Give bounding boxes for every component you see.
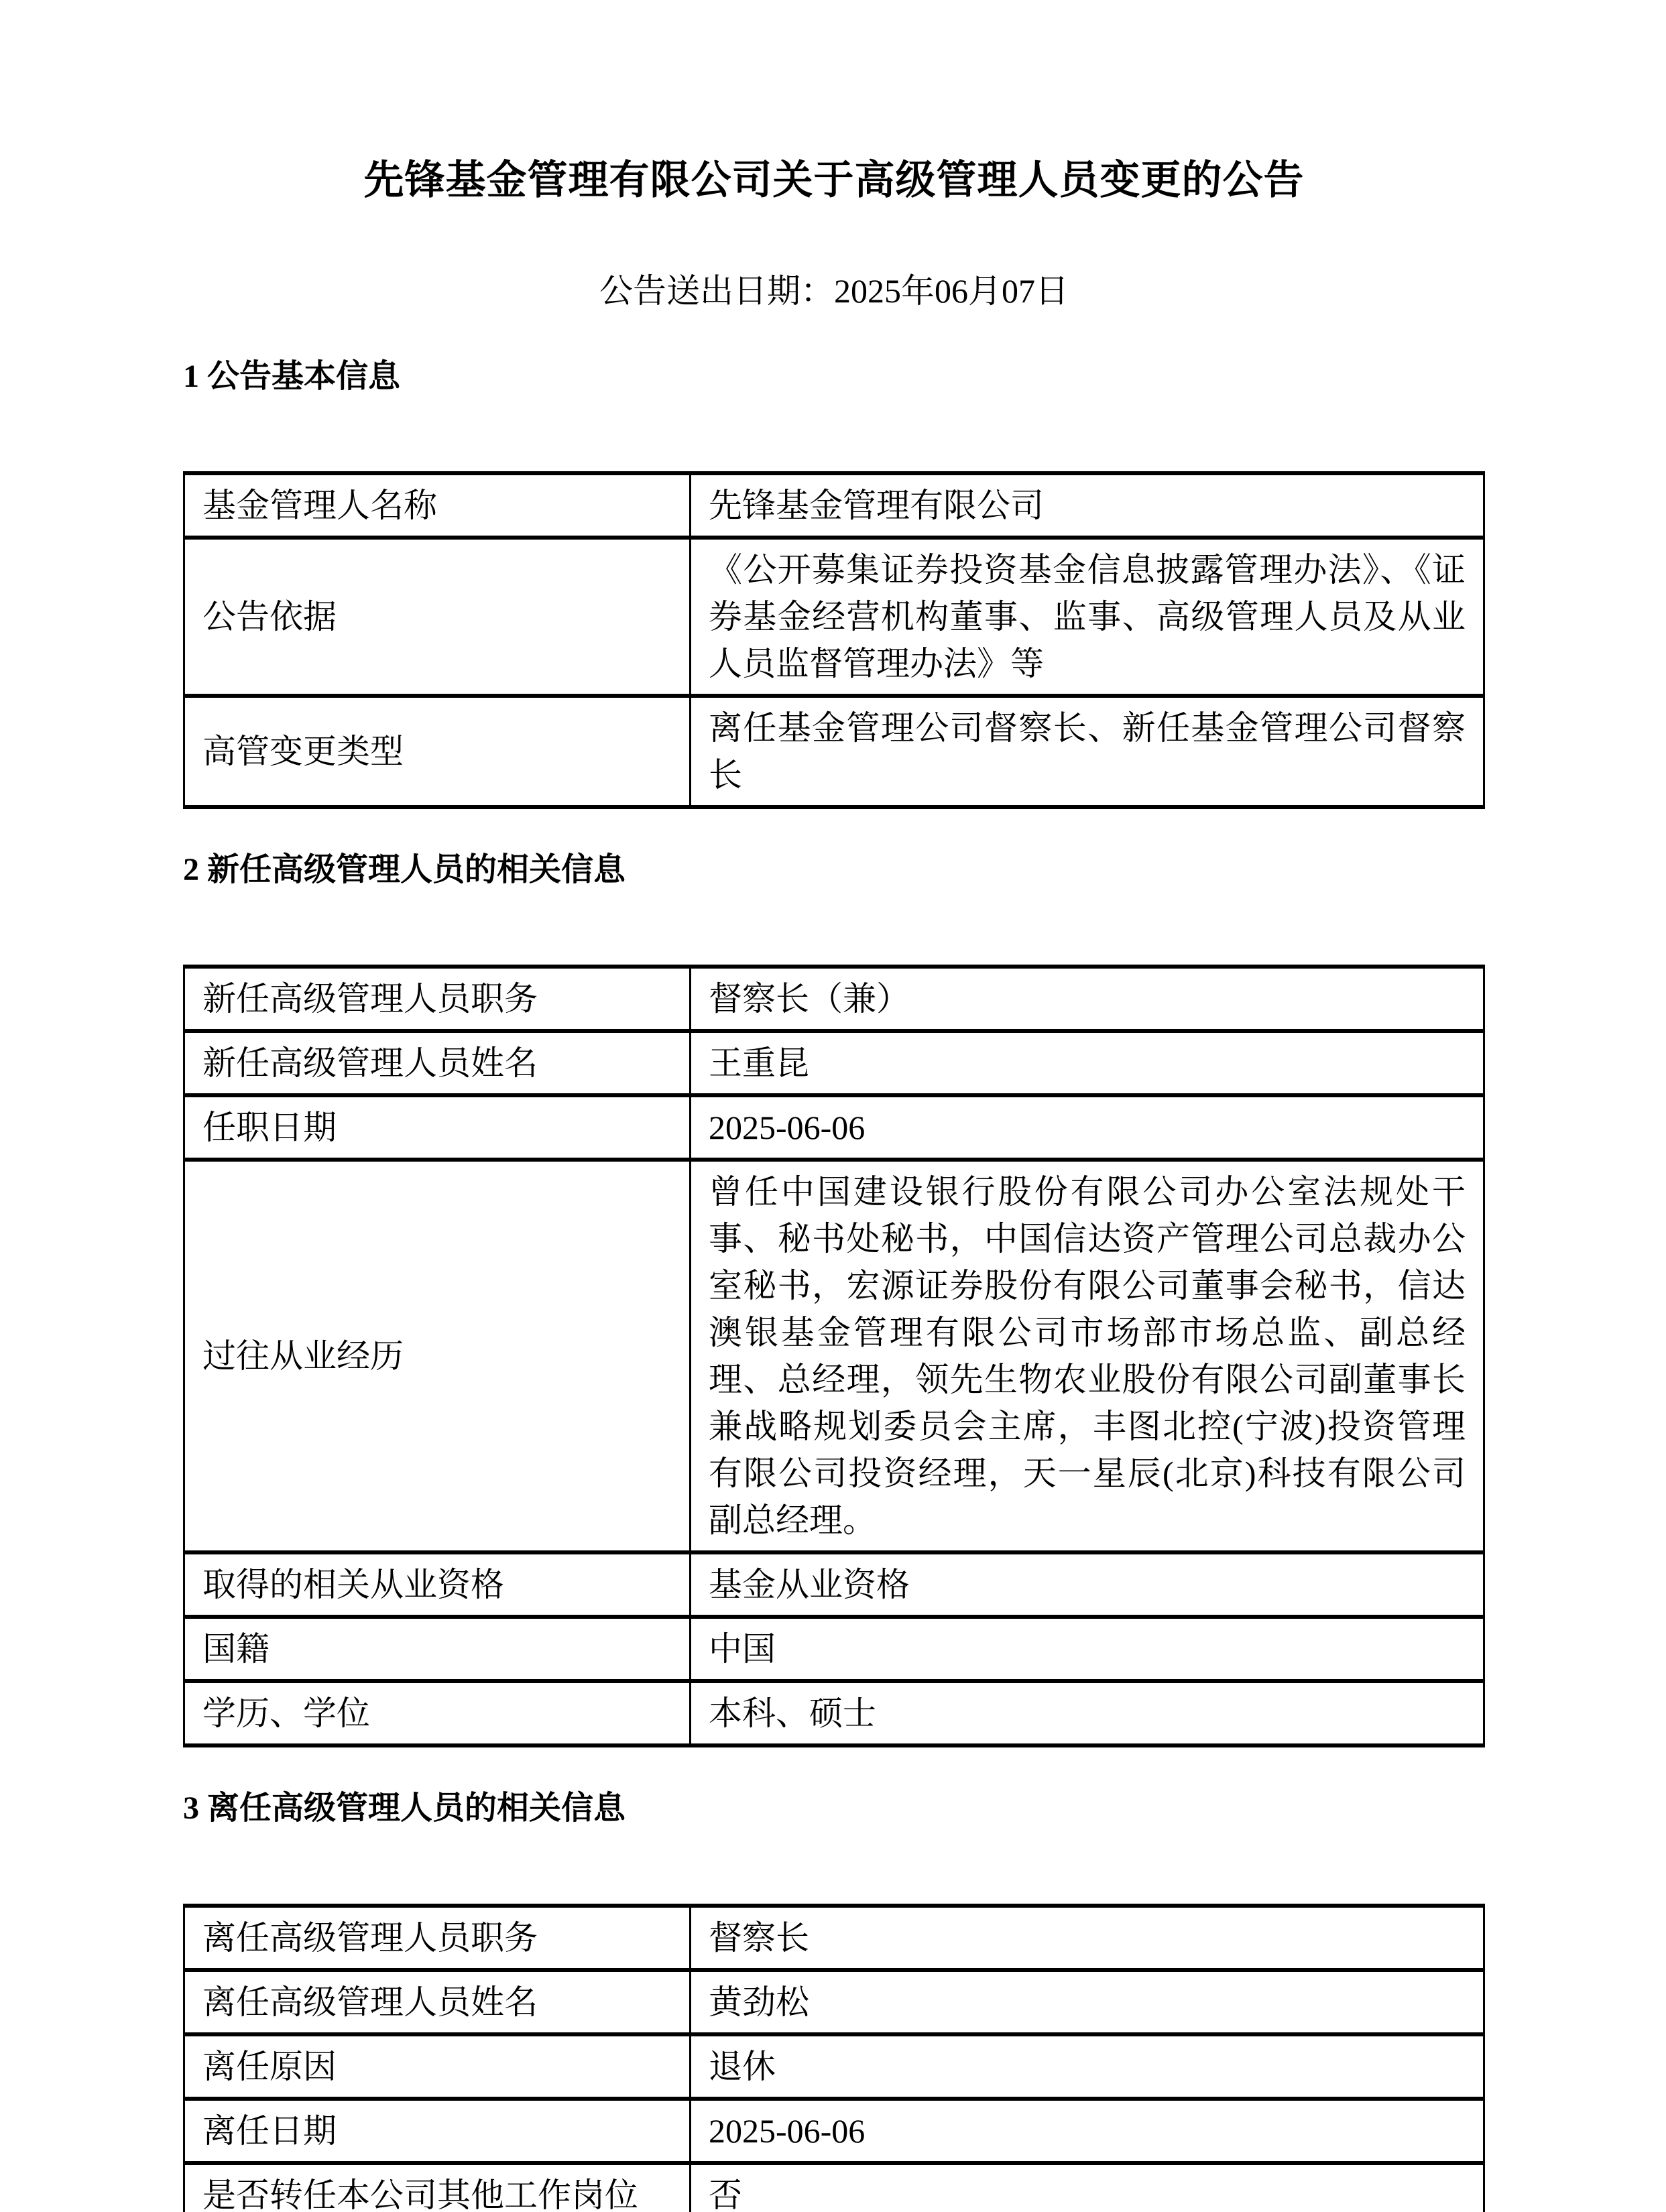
table-row [184, 2034, 1484, 2099]
table-row [184, 1095, 1484, 1160]
table-row [184, 538, 1484, 696]
row-label-new-name: 新任高级管理人员姓名 [184, 1031, 691, 1095]
row-value-work-experience: 曾任中国建设银行股份有限公司办公室法规处干事、秘书处秘书，中国信达资产管理公司总裁办公室秘书，宏源证券股份有限公司董事会秘书，信达澳银基金管理有限公司市场部市场总监、副总经理、总经理，领先生物农业股份有限公司副董事长兼战略规划委员会主席，丰图北控(宁波)投资管理有限公司投资经理，天一星辰(北京)科技有限公司副总经理。 [691, 1160, 1484, 1552]
section-heading-new-appointee: 2 新任高级管理人员的相关信息 [183, 851, 626, 887]
row-label-nationality: 国籍 [184, 1617, 691, 1681]
row-value-fund-manager-name: 先锋基金管理有限公司 [691, 473, 1484, 538]
table-row [184, 1617, 1484, 1681]
section-heading-departing-officer: 3 离任高级管理人员的相关信息 [183, 1790, 626, 1827]
table-row [184, 967, 1484, 1031]
row-value-new-position: 督察长（兼） [691, 967, 1484, 1031]
row-label-qualification: 取得的相关从业资格 [184, 1552, 691, 1617]
table-row [184, 1906, 1484, 1970]
row-value-change-type: 离任基金管理公司督察长、新任基金管理公司督察长 [691, 696, 1484, 807]
table-row [184, 1681, 1484, 1745]
table-row [184, 2163, 1484, 2212]
basic-info-table [183, 471, 1485, 809]
row-value-appointment-date: 2025-06-06 [691, 1095, 1484, 1160]
row-value-nationality: 中国 [691, 1617, 1484, 1681]
row-value-departing-name: 黄劲松 [691, 1970, 1484, 2034]
table-row [184, 1552, 1484, 1617]
row-label-departing-name: 离任高级管理人员姓名 [184, 1970, 691, 2034]
table-row [184, 2099, 1484, 2163]
row-label-departure-reason: 离任原因 [184, 2034, 691, 2099]
row-value-education: 本科、硕士 [691, 1681, 1484, 1745]
new-appointee-table [183, 965, 1485, 1747]
row-value-departure-date: 2025-06-06 [691, 2099, 1484, 2163]
row-value-announcement-basis: 《公开募集证券投资基金信息披露管理办法》、《证券基金经营机构董事、监事、高级管理人员及从业人员监督管理办法》等 [691, 538, 1484, 696]
table-row [184, 1031, 1484, 1095]
page-title: 先锋基金管理有限公司关于高级管理人员变更的公告 [363, 158, 1305, 202]
row-label-fund-manager-name: 基金管理人名称 [184, 473, 691, 538]
row-label-change-type: 高管变更类型 [184, 696, 691, 807]
section-heading-basic-info: 1 公告基本信息 [183, 358, 401, 394]
row-value-qualification: 基金从业资格 [691, 1552, 1484, 1617]
row-value-departing-position: 督察长 [691, 1906, 1484, 1970]
departing-officer-table [183, 1904, 1485, 2212]
row-label-appointment-date: 任职日期 [184, 1095, 691, 1160]
table-row [184, 696, 1484, 807]
announcement-date: 公告送出日期：2025年06月07日 [599, 272, 1069, 310]
row-label-education: 学历、学位 [184, 1681, 691, 1745]
row-label-work-experience: 过往从业经历 [184, 1160, 691, 1552]
row-value-new-name: 王重昆 [691, 1031, 1484, 1095]
row-label-new-position: 新任高级管理人员职务 [184, 967, 691, 1031]
row-value-transfer-other-post: 否 [691, 2163, 1484, 2212]
row-label-announcement-basis: 公告依据 [184, 538, 691, 696]
row-label-departure-date: 离任日期 [184, 2099, 691, 2163]
table-row [184, 1160, 1484, 1552]
row-label-departing-position: 离任高级管理人员职务 [184, 1906, 691, 1970]
table-row [184, 1970, 1484, 2034]
row-value-departure-reason: 退休 [691, 2034, 1484, 2099]
row-label-transfer-other-post: 是否转任本公司其他工作岗位 [184, 2163, 691, 2212]
table-row [184, 473, 1484, 538]
